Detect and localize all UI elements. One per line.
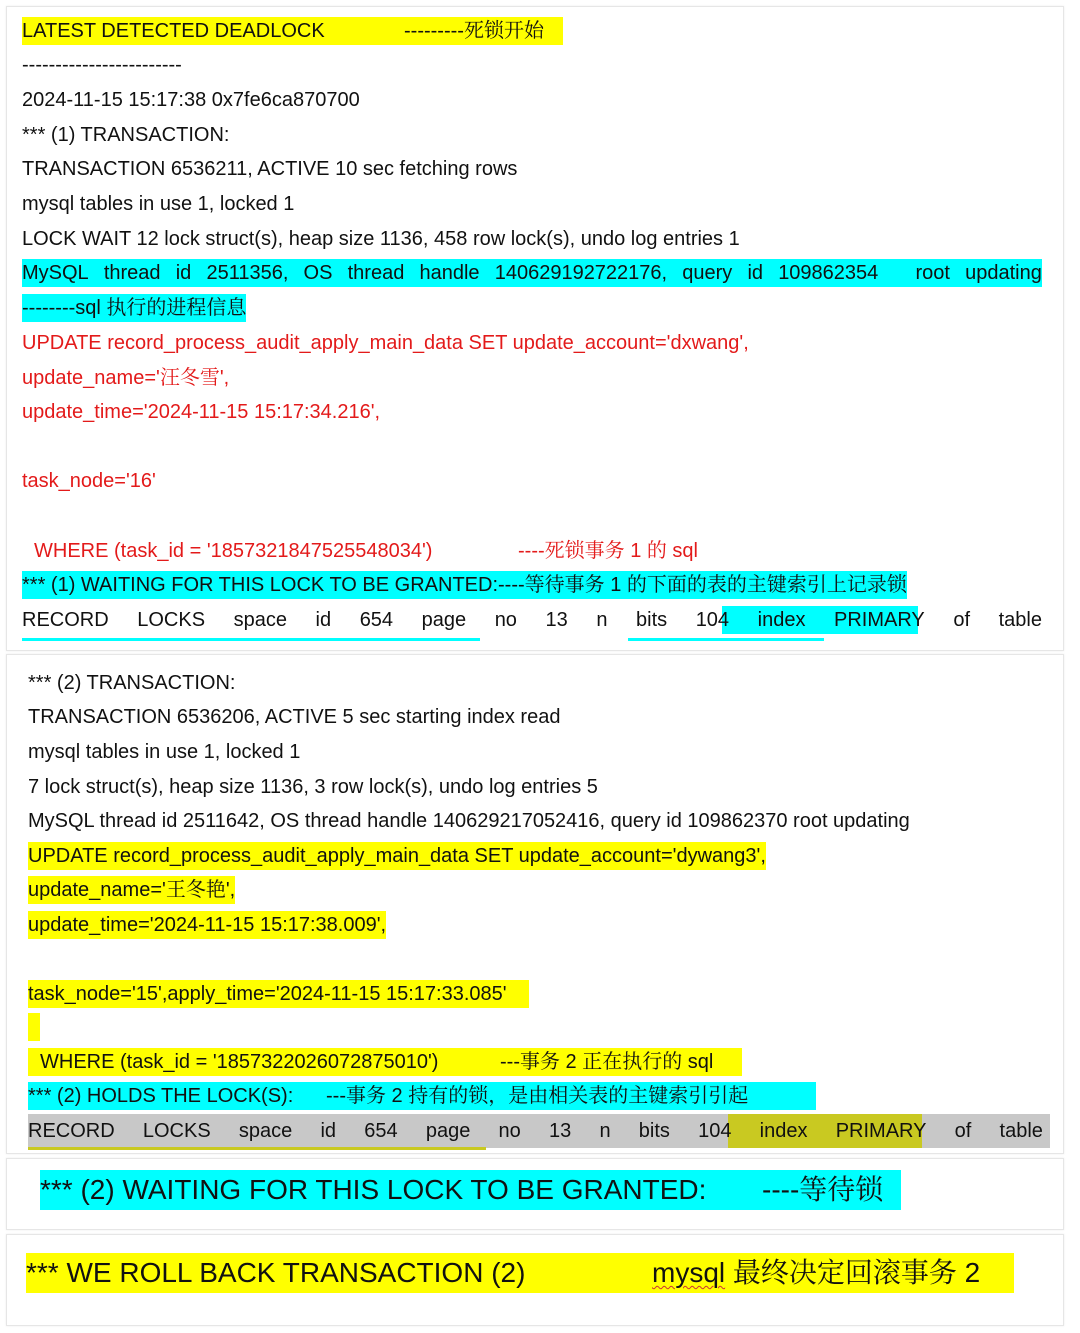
record-token: no [494,609,517,631]
rollback-note-mysql: mysql [652,1257,726,1288]
record-token: id [315,609,332,631]
record-token: of [953,609,971,631]
record-token: n [599,1120,611,1142]
separator-line: ------------------------ [22,54,182,76]
record-token: index [759,1120,808,1142]
rollback-highlight [26,1253,1014,1293]
trx2-sql-node: task_node='15',apply_time='2024-11-15 15:17:33.085' [28,980,529,1008]
thread-token: id [175,262,192,284]
record-underline [28,1147,486,1150]
trx1-sql-time: update_time='2024-11-15 15:17:34.216', [22,401,381,423]
thread-token: thread [347,262,405,284]
rollback-note [652,1253,980,1293]
record-underline [628,638,824,641]
thread-token: thread [103,262,161,284]
record-token: PRIMARY [834,609,925,631]
thread-token: root [915,262,950,284]
thread-token: OS [303,262,333,284]
thread-token: handle [419,262,480,284]
trx2-tables-line: mysql tables in use 1, locked 1 [28,741,301,763]
record-token: table [998,609,1042,631]
trx1-line: TRANSACTION 6536211, ACTIVE 10 sec fetching rows [22,158,518,180]
record-token: LOCKS [142,1120,211,1142]
deadlock-title-note: ---------死锁开始 [404,20,544,42]
trx1-thread-note: --------sql 执行的进程信息 [22,294,246,322]
highlight-marker [28,1013,40,1041]
trx1-sql-update [22,329,749,357]
trx2-where-highlight [28,1048,742,1076]
record-token: LOCKS [137,609,206,631]
record-token: RECORD [28,1120,115,1142]
timestamp-line: 2024-11-15 15:17:38 0x7fe6ca870700 [22,89,360,111]
trx1-tables-line: mysql tables in use 1, locked 1 [22,193,295,215]
trx1-sql-where-note: ----死锁事务 1 的 sql [518,540,698,562]
trx2-waiting-highlight [40,1170,901,1210]
record-token: of [954,1120,972,1142]
record-token: n [596,609,608,631]
thread-token: 109862354 [778,262,879,284]
record-token: 13 [545,609,568,631]
record-token: id [320,1120,337,1142]
trx1-record-line [22,606,1042,634]
record-token: space [233,609,287,631]
record-token: space [238,1120,293,1142]
record-token: index [757,609,806,631]
trx2-waiting-line: *** (2) WAITING FOR THIS LOCK TO BE GRANTED: [40,1174,707,1205]
record-token: no [498,1120,521,1142]
trx2-thread-line: MySQL thread id 2511642, OS thread handle 140629217052416, query id 109862370 root updating [28,810,910,832]
record-token: table [999,1120,1043,1142]
trx2-holds-line: *** (2) HOLDS THE LOCK(S): [28,1085,294,1107]
trx2-sql-update: UPDATE record_process_audit_apply_main_data SET update_account='dywang3', [28,842,766,870]
trx2-sql-where-note: ---事务 2 正在执行的 sql [500,1051,714,1073]
thread-token: MySQL [22,262,89,284]
trx2-header: *** (2) TRANSACTION: [28,672,236,694]
trx1-sql-where: WHERE (task_id = '1857321847525548034') [34,540,433,562]
thread-token: updating [965,262,1042,284]
deadlock-title: LATEST DETECTED DEADLOCK [22,20,325,42]
record-token: RECORD [22,609,109,631]
thread-token: 140629192722176, [494,262,668,284]
record-token: 104 [695,609,730,631]
trx2-sql-where: WHERE (task_id = '1857322026072875010') [40,1051,439,1073]
trx2-record-line [28,1117,1043,1145]
thread-token: 2511356, [206,262,289,284]
thread-token: id [747,262,764,284]
trx2-holds-highlight [28,1082,816,1110]
record-token: page [421,609,467,631]
record-underline [22,638,480,641]
record-token: 104 [698,1120,732,1142]
thread-token: query [682,262,733,284]
trx2-sql-time: update_time='2024-11-15 15:17:38.009', [28,911,386,939]
trx2-holds-note: ---事务 2 持有的锁，是由相关表的主键索引引起 [326,1085,749,1107]
deadlock-title-highlight [22,17,563,45]
rollback-note-text: 最终决定回滚事务 2 [725,1257,981,1288]
trx1-sql-node: task_node='16' [22,470,156,492]
record-token: 654 [359,609,394,631]
trx2-line: TRANSACTION 6536206, ACTIVE 5 sec starting index read [28,706,561,728]
trx2-sql-name: update_name='王冬艳', [28,876,235,904]
sql-update-text: UPDATE record_process_audit_apply_main_data SET update_account='dxwang', [22,332,749,354]
rollback-line: *** WE ROLL BACK TRANSACTION (2) [26,1257,526,1288]
trx1-thread-line [22,259,1042,287]
record-token: page [425,1120,471,1142]
record-token: PRIMARY [835,1120,927,1142]
trx2-waiting-note: ----等待锁 [762,1174,884,1205]
trx1-header: *** (1) TRANSACTION: [22,124,230,146]
record-token: bits [638,1120,670,1142]
record-token: 654 [364,1120,398,1142]
trx1-waiting-line: *** (1) WAITING FOR THIS LOCK TO BE GRANTED:----等待事务 1 的下面的表的主键索引上记录锁 [22,571,907,599]
record-token: bits [636,609,668,631]
trx2-lock-line: 7 lock struct(s), heap size 1136, 3 row lock(s), undo log entries 5 [28,776,598,798]
record-token: 13 [548,1120,572,1142]
trx1-lockwait-line: LOCK WAIT 12 lock struct(s), heap size 1136, 458 row lock(s), undo log entries 1 [22,228,740,250]
trx1-sql-name: update_name='汪冬雪', [22,367,230,389]
